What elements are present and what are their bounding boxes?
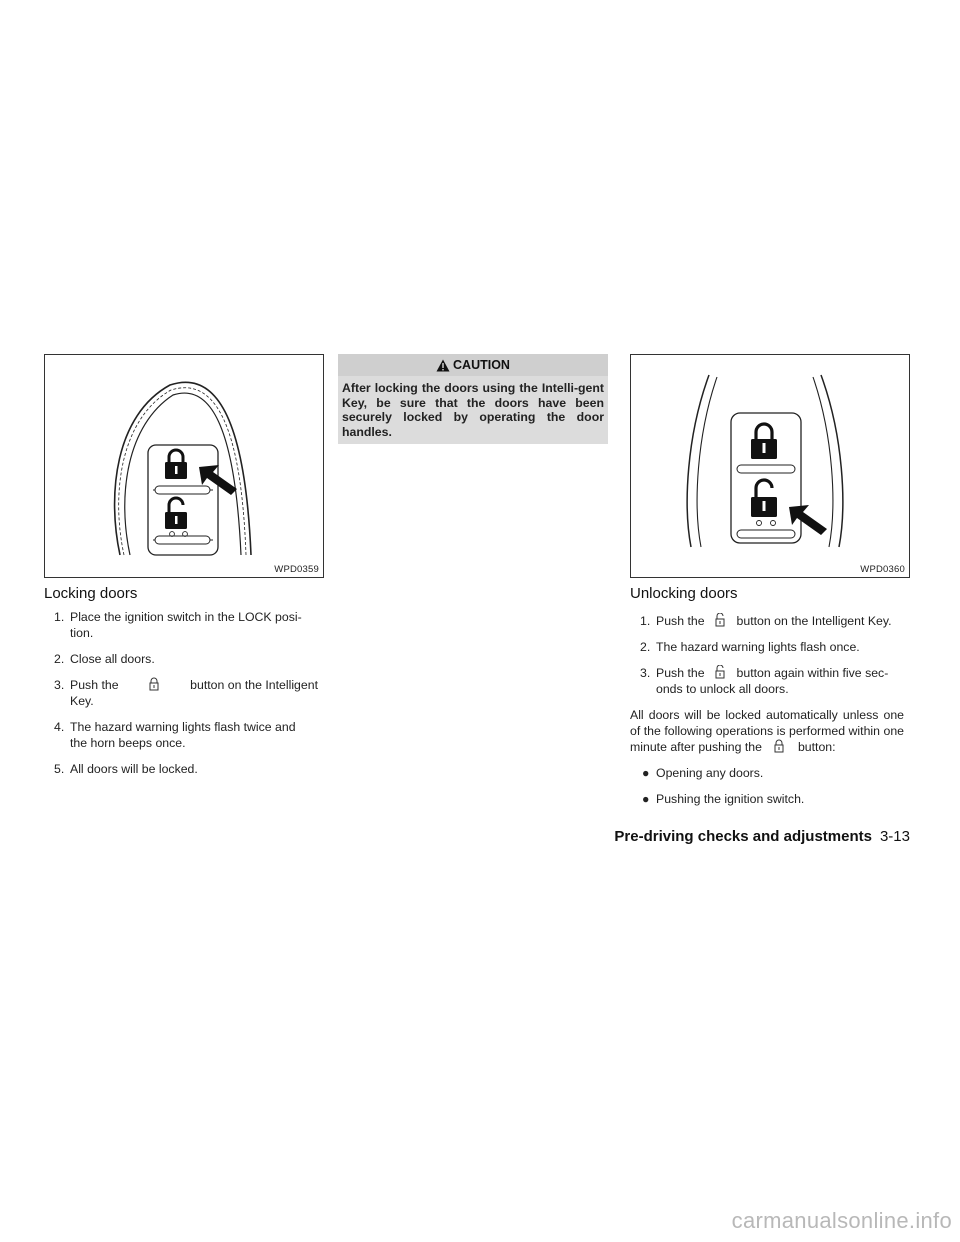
figure-lock-key — [44, 354, 324, 578]
unlock-icon — [165, 498, 187, 529]
caution-title: CAUTION — [453, 358, 510, 372]
unlocking-steps — [630, 613, 904, 817]
key-fob-illustration — [631, 355, 909, 577]
watermark: carmanualsonline.info — [731, 1208, 952, 1233]
list-item: 2. Close all doors. — [54, 652, 155, 666]
unlock-icon — [751, 480, 777, 517]
page-number: 3-13 — [879, 828, 910, 845]
section-heading-locking: Locking doors — [44, 585, 138, 602]
lock-button-icon — [147, 677, 161, 691]
caution-header — [338, 354, 608, 376]
caution-box — [338, 354, 608, 444]
unlock-button-icon — [713, 665, 727, 679]
list-item: 3. Push the button again within five sec- onds to unlock all doors. — [640, 666, 889, 696]
caution-text: After locking the doors using the Intelli-gent Key, be sure that the doors have been securely locked by operating the door handles. — [342, 381, 604, 439]
list-item: 3. Push the button on the Intelligent Key. — [54, 678, 318, 708]
list-item: 1. Push the button on the Intelligent Key. — [640, 614, 892, 628]
figure-code: WPD0359 — [274, 564, 319, 575]
pointer-arrow-icon — [789, 505, 827, 535]
list-item: ● Pushing the ignition switch. — [642, 792, 805, 806]
key-fob-illustration — [45, 355, 323, 577]
list-item: 1. Place the ignition switch in the LOCK posi- tion. — [54, 610, 302, 640]
list-item: ● Opening any doors. — [642, 766, 764, 780]
section-heading-unlocking: Unlocking doors — [630, 585, 738, 602]
lock-icon — [751, 424, 777, 459]
auto-lock-paragraph: All doors will be locked automatically unless one of the following operations is performed within one minute after pushing the button: — [630, 708, 904, 754]
list-item: 5. All doors will be locked. — [54, 762, 198, 776]
list-item: 2. The hazard warning lights flash once. — [640, 640, 860, 654]
locking-steps — [44, 609, 318, 787]
figure-code: WPD0360 — [860, 564, 905, 575]
list-item: 4. The hazard warning lights flash twice and the horn beeps once. — [54, 720, 296, 750]
page-footer — [614, 828, 910, 845]
lock-icon — [165, 450, 187, 479]
lock-button-icon — [772, 739, 786, 753]
figure-unlock-key — [630, 354, 910, 578]
section-title: Pre-driving checks and adjustments — [614, 828, 872, 845]
warning-icon — [436, 359, 450, 372]
unlock-button-icon — [713, 613, 727, 627]
